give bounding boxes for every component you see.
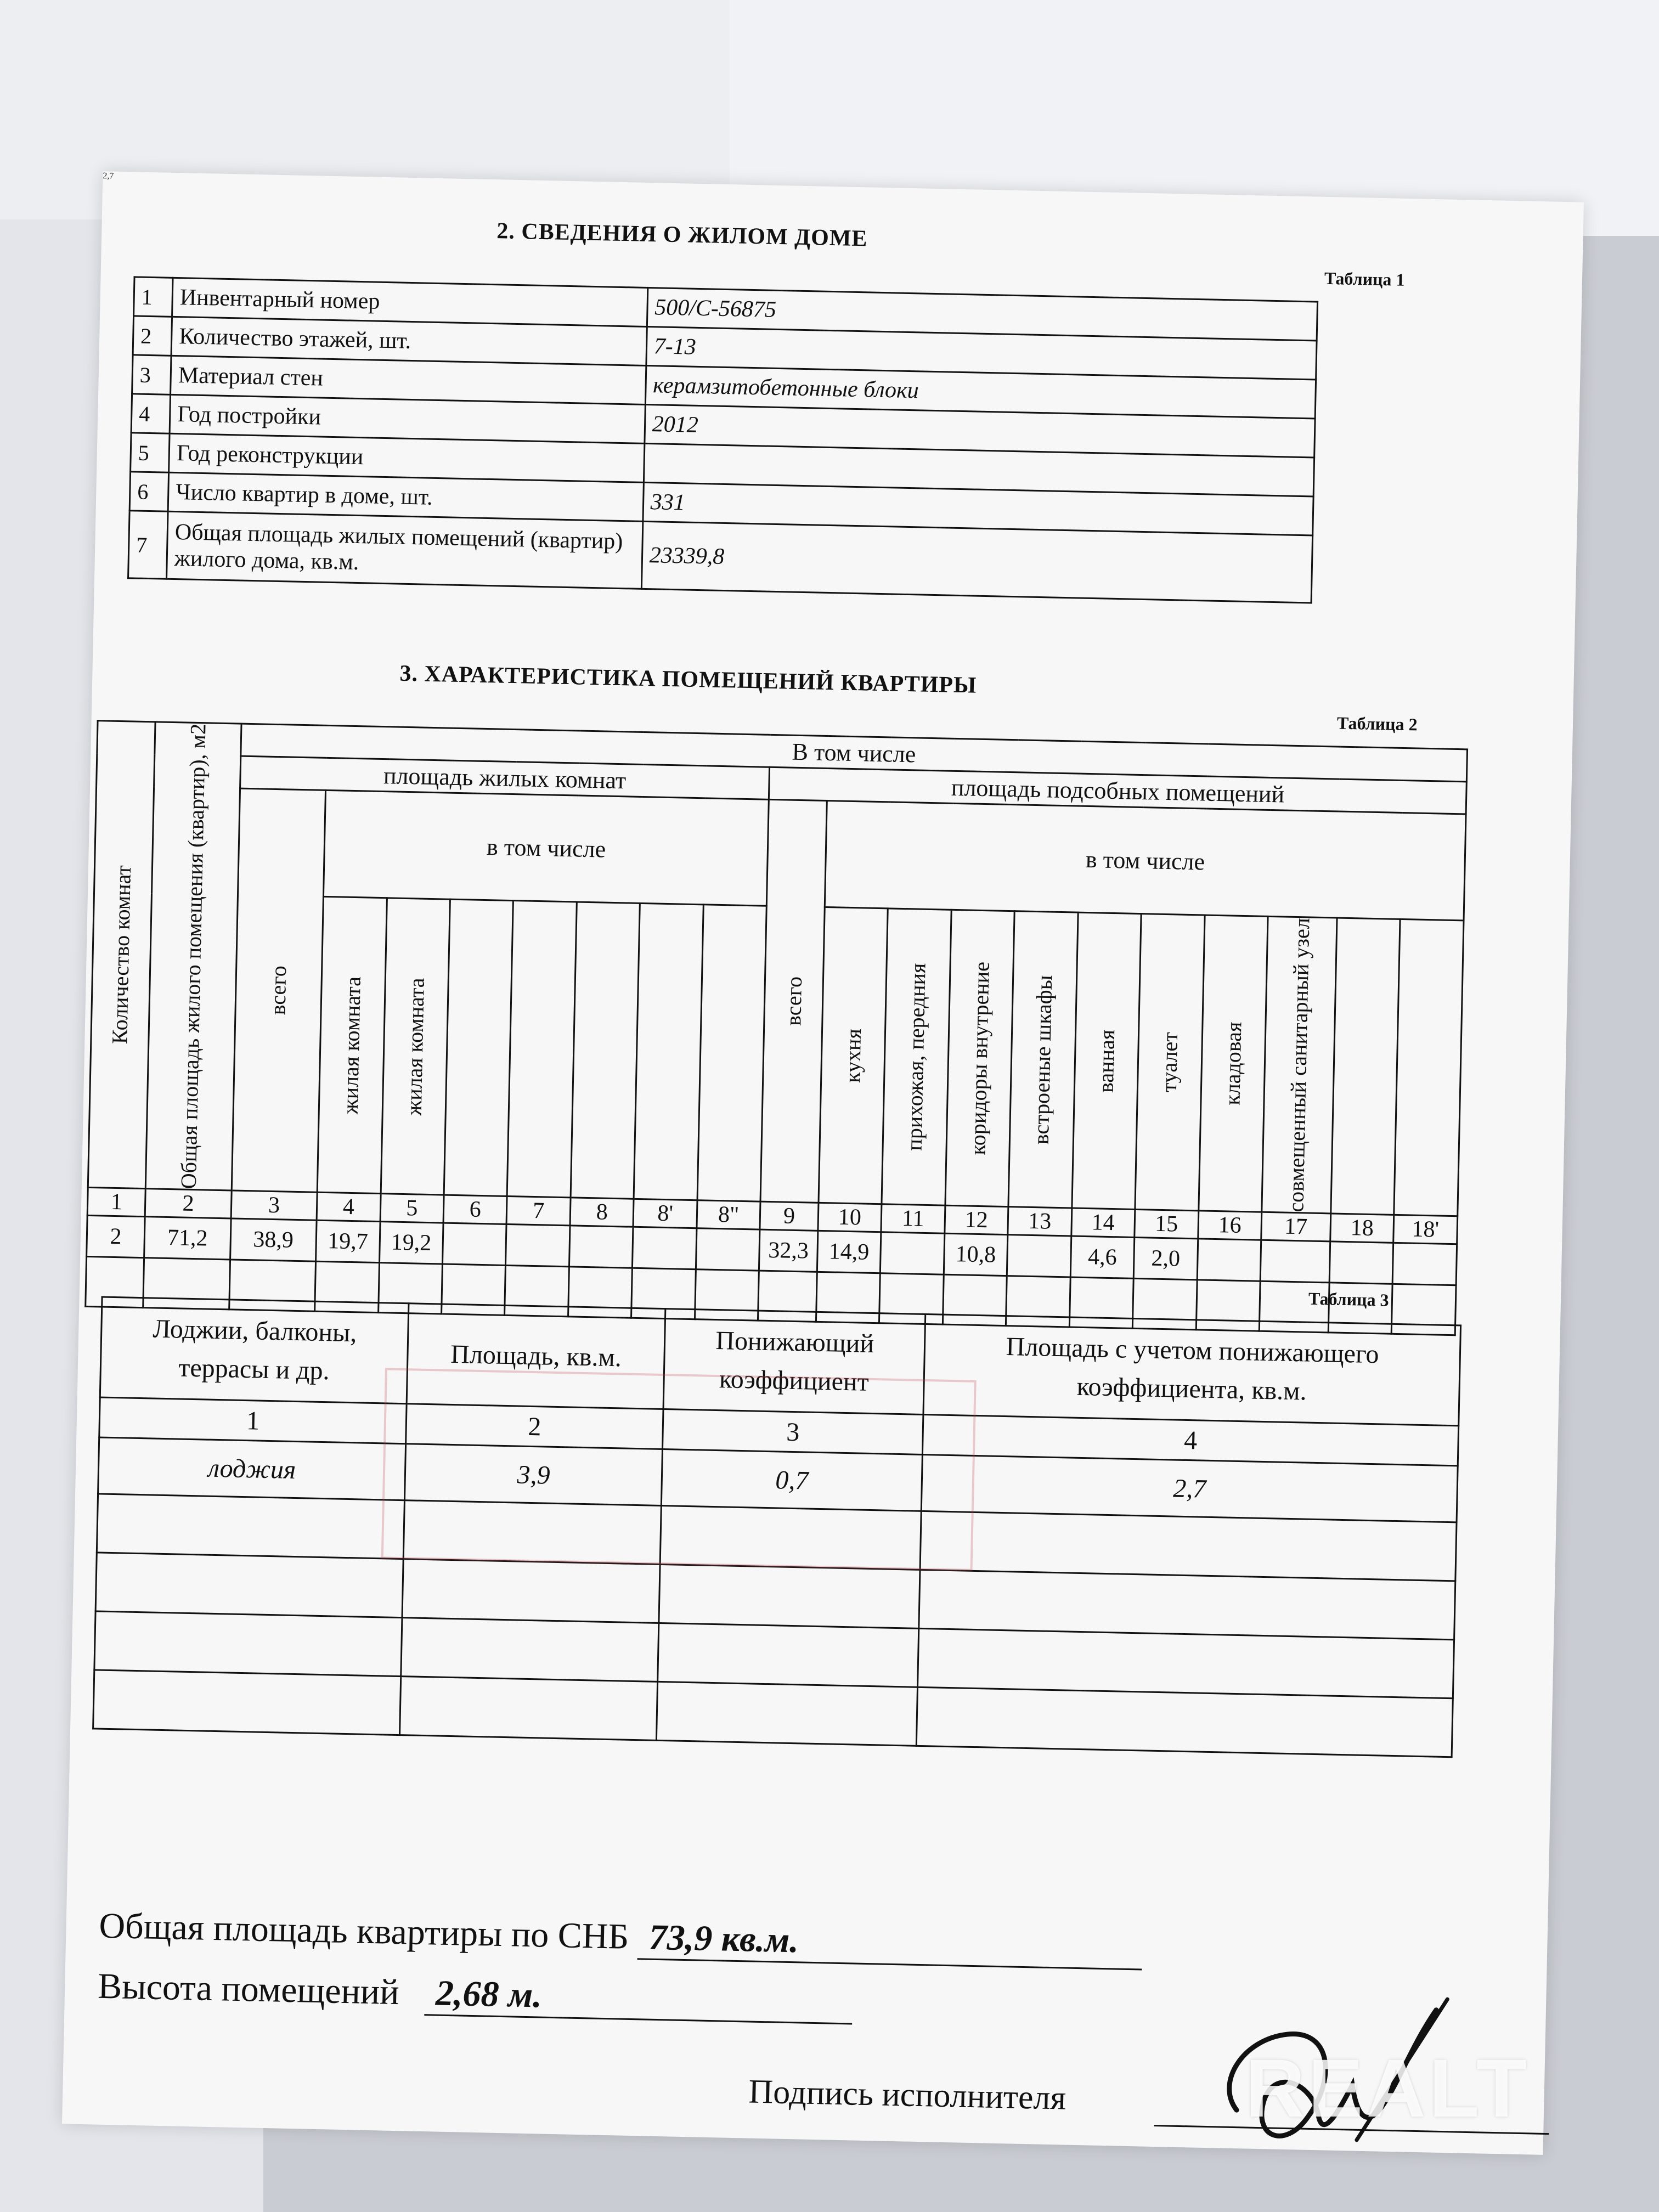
header-aux-area: площадь подсобных помещений (769, 767, 1467, 814)
table-cell: 14,9 (817, 1231, 881, 1273)
table1-house-info (127, 276, 1318, 603)
column-number: 5 (380, 1194, 444, 1223)
header-storage: кладовая (1198, 915, 1268, 1212)
header-including: В том числе (240, 724, 1467, 782)
table2-rooms (84, 720, 1468, 1336)
table2-caption: Таблица 2 (1336, 713, 1418, 735)
row-number: 4 (131, 394, 171, 433)
table3-total: 2,7 (103, 171, 114, 181)
table-cell (1007, 1235, 1071, 1277)
row-value: 7-13 (646, 326, 1317, 380)
row-label: Материал стен (171, 356, 646, 404)
table-cell (880, 1232, 944, 1274)
header-kitchen: кухня (819, 907, 888, 1205)
row-value: 2012 (645, 404, 1316, 458)
header-empty (1331, 918, 1401, 1215)
table-cell: 4,6 (1070, 1236, 1135, 1278)
column-number: 4 (317, 1193, 381, 1222)
total-area-line (99, 1905, 1143, 1971)
column-number: 10 (818, 1203, 882, 1232)
row-value: 23339,8 (641, 521, 1313, 603)
table-cell: 32,3 (759, 1230, 818, 1272)
row-label: Общая площадь жилых помещений (квартир) жилого дома, кв.м. (167, 511, 643, 589)
signature-label: Подпись исполнителя (748, 2073, 1066, 2117)
column-number: 4 (923, 1414, 1459, 1465)
row-label: Количество этажей, шт. (171, 317, 647, 365)
header-corridors: коридоры внутрение (945, 910, 1015, 1207)
column-number: 14 (1071, 1208, 1135, 1237)
header-empty (571, 902, 640, 1199)
table-cell (696, 1228, 760, 1271)
header-combined-bath: совмещенный санитарный узел (1262, 916, 1337, 1214)
table-cell (1329, 1242, 1393, 1284)
cell-area: 3,9 (405, 1444, 663, 1506)
table-cell: 19,2 (379, 1222, 443, 1264)
column-number: 15 (1135, 1210, 1199, 1239)
column-number: 2 (145, 1189, 231, 1218)
table-cell (442, 1223, 506, 1266)
row-number: 7 (128, 511, 168, 579)
row-number: 6 (129, 472, 169, 511)
room-height-line (97, 1966, 853, 2025)
table-cell: 2,0 (1133, 1238, 1198, 1280)
column-number: 18' (1393, 1215, 1458, 1244)
header-total-aux: всего (760, 799, 827, 1203)
header-empty (1394, 919, 1464, 1217)
header-loggias: Лоджии, балконы, террасы и др. (100, 1297, 409, 1404)
header-empty (507, 901, 577, 1198)
header-toilet: туалет (1135, 914, 1205, 1211)
row-number: 1 (134, 277, 173, 317)
stamp (381, 1368, 977, 1571)
table3-caption: Таблица 3 (1308, 1288, 1389, 1310)
row-label: Год постройки (170, 394, 645, 443)
row-number: 2 (133, 316, 172, 356)
table-cell: 71,2 (144, 1217, 231, 1260)
column-number: 13 (1008, 1207, 1072, 1236)
header-living-room-2: жилая комната (381, 898, 450, 1195)
table-cell (1197, 1239, 1261, 1281)
header-bathroom: ванная (1071, 912, 1141, 1210)
column-number: 11 (881, 1204, 945, 1233)
column-number: 1 (99, 1397, 407, 1444)
table-cell (506, 1224, 570, 1267)
column-number: 18 (1330, 1214, 1394, 1243)
column-number: 3 (662, 1409, 923, 1455)
row-label: Число квартир в доме, шт. (168, 472, 644, 521)
section2-title: 2. СВЕДЕНИЯ О ЖИЛОМ ДОМЕ (496, 218, 868, 252)
column-number: 9 (760, 1202, 818, 1231)
table-cell: 38,9 (230, 1218, 317, 1261)
column-number: 8" (697, 1200, 761, 1229)
table1-caption: Таблица 1 (1324, 268, 1405, 290)
row-label: Инвентарный номер (172, 278, 648, 326)
header-empty (697, 905, 767, 1202)
column-number: 17 (1261, 1212, 1331, 1242)
header-area: Площадь, кв.м. (407, 1304, 665, 1409)
total-area-value: 73,9 кв.м. (637, 1916, 1143, 1970)
header-living-room-1: жилая комната (317, 896, 387, 1194)
table-cell (1392, 1243, 1457, 1285)
row-label: Год реконструкции (169, 433, 645, 482)
row-value: 500/С-56875 (647, 287, 1318, 341)
header-total-area: Общая площадь жилого помещения (квартир), м2 (146, 722, 241, 1191)
document-page (62, 171, 1584, 2155)
header-living-area: площадь жилых комнат (240, 756, 770, 799)
row-number: 3 (132, 355, 172, 394)
column-number: 8' (633, 1199, 697, 1228)
cell-reduced-area: 2,7 (922, 1454, 1458, 1522)
section3-title: 3. ХАРАКТЕРИСТИКА ПОМЕЩЕНИЙ КВАРТИРЫ (399, 661, 977, 698)
row-value: 331 (643, 482, 1314, 535)
header-sub-including-living: в том числе (323, 790, 769, 906)
header-coefficient: Понижающий коэффициент (663, 1309, 926, 1415)
header-sub-including-aux: в том числе (825, 801, 1466, 921)
column-number: 12 (944, 1206, 1008, 1235)
column-number: 1 (87, 1188, 145, 1217)
cell-type: лоджия (98, 1437, 406, 1500)
column-number: 6 (443, 1195, 507, 1224)
table-cell (1260, 1240, 1330, 1283)
header-closets: встроеные шкафы (1008, 911, 1078, 1209)
room-height-value: 2,68 м. (424, 1972, 853, 2024)
cell-coefficient: 0,7 (661, 1449, 922, 1511)
column-number: 16 (1198, 1211, 1262, 1240)
column-number: 7 (506, 1197, 571, 1226)
header-reduced-area: Площадь с учетом понижающего коэффициента, кв.м. (923, 1314, 1460, 1425)
table-cell (569, 1226, 633, 1268)
header-empty (634, 903, 703, 1200)
header-rooms-count: Количество комнат (88, 721, 155, 1189)
header-empty (444, 899, 514, 1197)
row-value: керамзитобетонные блоки (645, 365, 1316, 419)
table-cell: 19,7 (316, 1221, 380, 1263)
total-area-label: Общая площадь квартиры по СНБ (98, 1905, 630, 1957)
realt-watermark: REALT (1245, 2042, 1530, 2134)
column-number: 8 (570, 1198, 634, 1227)
column-number: 3 (231, 1190, 317, 1220)
table-cell (633, 1227, 697, 1269)
table-cell: 10,8 (944, 1234, 1008, 1276)
table-cell: 2 (87, 1216, 145, 1258)
header-total-living: всего (232, 788, 326, 1193)
room-height-label: Высота помещений (97, 1966, 400, 2013)
row-number: 5 (131, 433, 170, 472)
header-hallway: прихожая, передния (882, 909, 951, 1206)
column-number: 2 (406, 1404, 663, 1449)
